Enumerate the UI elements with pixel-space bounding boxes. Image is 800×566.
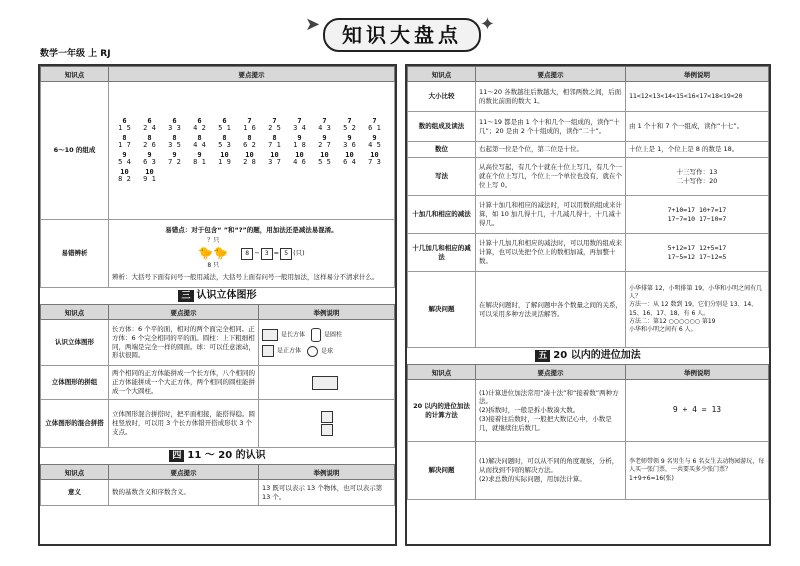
section-4-title: 四 11 ～ 20 的认识 xyxy=(40,448,395,464)
decomposition-item: 10 1 9 xyxy=(218,150,231,166)
left-panel xyxy=(38,64,397,546)
decomposition-item: 6 4 2 xyxy=(193,116,206,132)
kp-error: 易错辨析 xyxy=(41,220,109,288)
section-5-title: 五 20 以内的进位加法 xyxy=(407,348,769,364)
decomposition-item: 8 3 5 xyxy=(168,133,181,149)
decomposition-item: 9 6 3 xyxy=(143,150,156,166)
subject-header: 数学一年级 上 RJ xyxy=(40,49,111,59)
decomposition-item: 7 2 5 xyxy=(268,116,281,132)
right-panel xyxy=(405,64,771,546)
decomposition-item: 10 2 8 xyxy=(243,150,256,166)
decomposition-item: 8 7 1 xyxy=(268,133,281,149)
decomposition-item: 10 8 2 xyxy=(118,167,131,183)
decomposition-item: 8 1 7 xyxy=(118,133,131,149)
decomposition-item: 9 3 6 xyxy=(343,133,356,149)
decomposition-item: 7 3 4 xyxy=(293,116,306,132)
carry-addition-table: 知识点 要点提示 举例说明 20 以内的进位加法的计算方法 (1)计算进位加法常用“凑十法”和“接着数”两种方法。 (2)拆数时，一般是拆小数凑大数。 (3)接着往后数时，一般把大数记心中，小数是几，就继续往后数几。 9 + 4 = 13 解决问题 (1)解决问题时，可以从不同的角度观察，分析，从而找到不同的解决方法。 (2)求总数的实际问题，用加法计算。 李老师带领 9 名男生与 6 名女生去动物园游玩，每人买一张门票，一共要买多少张门票？ 1+9+6=16(张) xyxy=(407,364,769,500)
decomposition-item: 7 5 2 xyxy=(343,116,356,132)
decomposition-item: 10 5 5 xyxy=(318,150,331,166)
eq-unit: (只) xyxy=(293,249,305,258)
section-3-title: 三 认识立体图形 xyxy=(40,288,395,304)
fig-bottom-label: 8 只 xyxy=(207,261,220,269)
arrow-left-icon: ➤ xyxy=(305,14,321,35)
decomposition-item: 8 5 3 xyxy=(218,133,231,149)
decomposition-item: 9 1 8 xyxy=(293,133,306,149)
sphere-icon xyxy=(307,346,318,357)
eq-a: 8 xyxy=(241,248,253,260)
combined-cuboid-icon xyxy=(312,376,338,390)
cylinder-icon xyxy=(311,328,321,342)
decomposition-item: 6 2 4 xyxy=(143,116,156,132)
decomposition-item: 10 3 7 xyxy=(268,150,281,166)
right-main-table: 知识点 要点提示 举例说明 大小比较 11～20 各数越往后数越大，相邻两数之间，后面的数比前面的数大 1。 11<12<13<14<15<16<17<18<19<20 数的组成及读法 11～19 都是由 1 个十和几个一组成的，读作“十几”；20 是由 2 个十组成的，读作“二十”。 由 1 个十和 7 个一组成，读作“十七”。 数位 右起第一位是个位，第二位是十位。 十位上是 1，个位上是 8 的数是 18。 写法 从高位写起，有几个十就在十位上写几，有几个一就在个位上写几，个位上一个单位也没有，就在个位上写 0。 十三写作：13 二十写作：20 十加几和相应的减法 计算十加几和相应的减法时，可以用数的组成来计算，如 10 加几得十几，十几减几得十，十几减十得几。 7+10=17 10+7=17 17−7=10 17−10=7 十几加几和相应的减法 计算十几加几和相应的减法时，可以用数的组成来计算，也可以先把个位上的数相加减，再加整十数。 5+12=17 12+5=17 17−5=12 17−12=5 解决问题 在解决问题时，了解问题中各个数量之间的关系，可以采用多种方法灵活解答。 小华排第 12，小明排第 19，小华和小明之间有几人？ 方法一：从 12 数到 19，它们分别是 13、14、15、16、17、18，有 6 人。 方法二：第12 ○○○○○○ 第19 小华和小明之间有 6 人。 xyxy=(407,66,769,348)
chick-icon: 🐤🐤 xyxy=(198,246,229,261)
decomposition-item: 7 4 3 xyxy=(318,116,331,132)
decomposition-item: 8 6 2 xyxy=(243,133,256,149)
decomposition-item: 10 4 6 xyxy=(293,150,306,166)
decomposition-item: 9 7 2 xyxy=(168,150,181,166)
error-tip: 易错点：对于包含“ ”和“?”的题，用加法还是减法易混淆。 xyxy=(165,225,338,234)
decomposition-item: 10 6 4 xyxy=(343,150,356,166)
col-header-tip: 要点提示 xyxy=(109,67,395,82)
composition-table: 知识点 要点提示 6～10 的组成 6 1 5 6 2 4 6 3 3 6 4 2 6 5 1 7 1 6 7 2 5 7 3 4 7 4 3 7 5 2 7 6 1 8 1 7 8 2 6 8 3 5 8 4 4 8 5 3 8 6 2 8 7 1 9 1 8 9 2 7 9 3 6 9 4 5 9 5 4 9 6 3 9 7 2 9 8 1 10 1 9 10 2 8 10 3 7 10 4 6 10 5 5 10 6 4 10 7 3 10 8 2 10 9 1 易错辨析 易错点：对于包含“ ”和“?”的题，用加法还是减法易混淆。 ？只 🐤🐤 8 只 8 − 3 = 5 (只) 辨析：大括号下面有问号一般用减法，大括号上面有问号一般用加法，这样易分不清求什么。 xyxy=(40,66,395,288)
decomposition-item: 9 4 5 xyxy=(368,133,381,149)
decomposition-item: 6 1 5 xyxy=(118,116,131,132)
star-icon: ✦ xyxy=(479,14,495,35)
eq-b: 3 xyxy=(261,248,273,260)
decomposition-item: 7 1 6 xyxy=(243,116,256,132)
solid-shapes-table: 知识点 要点提示 举例说明 认识立体图形 长方体：6 个平的面，相对的两个面完全相同。正方体：6 个完全相同的平的面。圆柱：上下粗细相同，两端是完全一样的圆面。球：可以任意滚动，形状很圆。 是长方体 是圆柱 是正方体 是球 立体图形的拼组 两个相同的正方体能拼成一个长方体，八个相同的正方体能拼成一个大正方体，两个相同的圆柱能拼成一个大圆柱。 立体图形的混合拼搭 立体图形混合拼搭时，把平面相接，能搭得稳。圆柱竖放时，可以用 3 个长方体错开搭成形状 3 个支点。 xyxy=(40,304,395,448)
banner xyxy=(305,14,495,52)
decomposition-item: 10 9 1 xyxy=(143,167,156,183)
decomposition-item: 9 5 4 xyxy=(118,150,131,166)
decomposition-item: 9 2 7 xyxy=(318,133,331,149)
cube-icon xyxy=(262,345,274,357)
banner-title: 知识大盘点 xyxy=(323,18,481,52)
eq-c: 5 xyxy=(280,248,292,260)
numbers-11-20-table: 知识点 要点提示 举例说明 意义 数的基数含义和序数含义。 13 既可以表示 13 个物体，也可以表示第 13 个。 xyxy=(40,464,395,506)
decomposition-item: 8 2 6 xyxy=(143,133,156,149)
decomposition-item: 6 3 3 xyxy=(168,116,181,132)
decomposition-item: 6 5 1 xyxy=(218,116,231,132)
stack-cube-icon xyxy=(321,411,333,423)
kp-composition: 6～10 的组成 xyxy=(41,82,109,220)
decomposition-grid xyxy=(112,117,391,185)
decomposition-item: 7 6 1 xyxy=(368,116,381,132)
stack-cube-icon-2 xyxy=(321,424,333,436)
decomposition-item: 9 8 1 xyxy=(193,150,206,166)
decomposition-item: 10 7 3 xyxy=(368,150,381,166)
cuboid-icon xyxy=(262,329,278,341)
decomposition-item: 8 4 4 xyxy=(193,133,206,149)
col-header-kp: 知识点 xyxy=(41,67,109,82)
error-note: 辨析：大括号下面有问号一般用减法，大括号上面有问号一般用加法，这样易分不清求什么。 xyxy=(112,272,379,281)
fig-top-label: ？只 xyxy=(207,237,220,245)
